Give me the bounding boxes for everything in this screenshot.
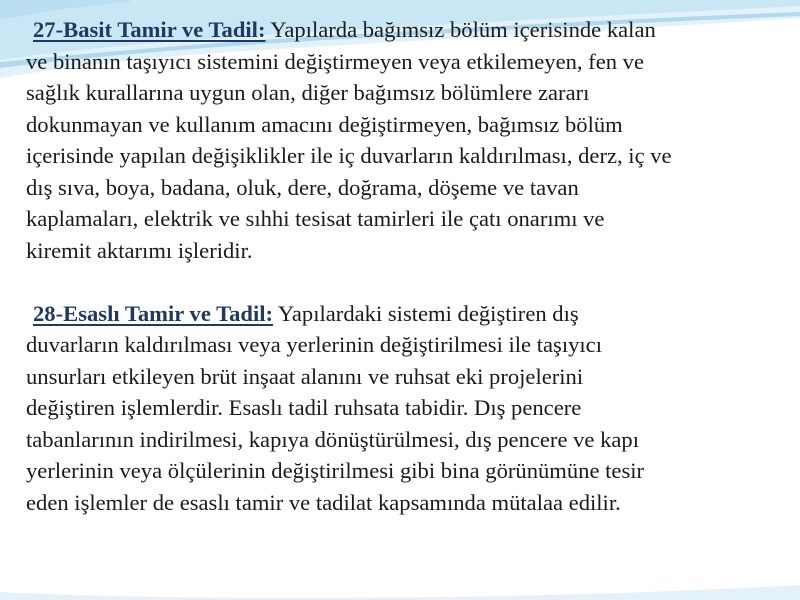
paragraph-esasli-tamir [26,298,796,519]
text-line: eden işlemler de esaslı tamir ve tadilat kapsamında mütalaa edilir. [26,489,621,515]
text-line: Yapılardaki sistemi değiştiren dış [277,300,579,326]
text-line: Yapılarda bağımsız bölüm içerisinde kalan [270,17,656,42]
text-line: yerlerinin veya ölçülerinin değiştirilmesi gibi bina görünümüne tesir [26,458,645,483]
text-line: içerisinde yapılan değişiklikler ile iç duvarların kaldırılması, derz, iç ve [26,143,672,168]
heading-esasli-tamir: 28-Esaslı Tamir ve Tadil: [33,300,274,326]
text-line: kiremit aktarımı işleridir. [26,237,253,263]
text-line: unsurları etkileyen brüt inşaat alanını ve ruhsat eki projelerini [26,363,584,389]
paragraph-basit-tamir [26,14,796,266]
heading-basit-tamir: 27-Basit Tamir ve Tadil: [33,17,266,42]
text-line: dokunmayan ve kullanım amacını değiştirmeyen, bağımsız bölüm [26,111,623,137]
text-line: kaplamaları, elektrik ve sıhhi tesisat tamirleri ile çatı onarımı ve [26,206,605,231]
text-line: sağlık kurallarına uygun olan, diğer bağımsız bölümlere zararı [26,80,590,105]
text-line: tabanlarının indirilmesi, kapıya dönüştürülmesi, dış pencere ve kapı [26,426,640,452]
text-line: duvarların kaldırılması veya yerlerinin değiştirilmesi ile taşıyıcı [26,332,602,357]
text-line: değiştiren işlemlerdir. Esaslı tadil ruhsata tabidir. Dış pencere [26,395,582,420]
text-line: ve binanın taşıyıcı sistemini değiştirmeyen veya etkilemeyen, fen ve [26,48,645,74]
text-line: dış sıva, boya, badana, oluk, dere, doğrama, döşeme ve tavan [26,174,579,200]
text-content [26,14,796,518]
